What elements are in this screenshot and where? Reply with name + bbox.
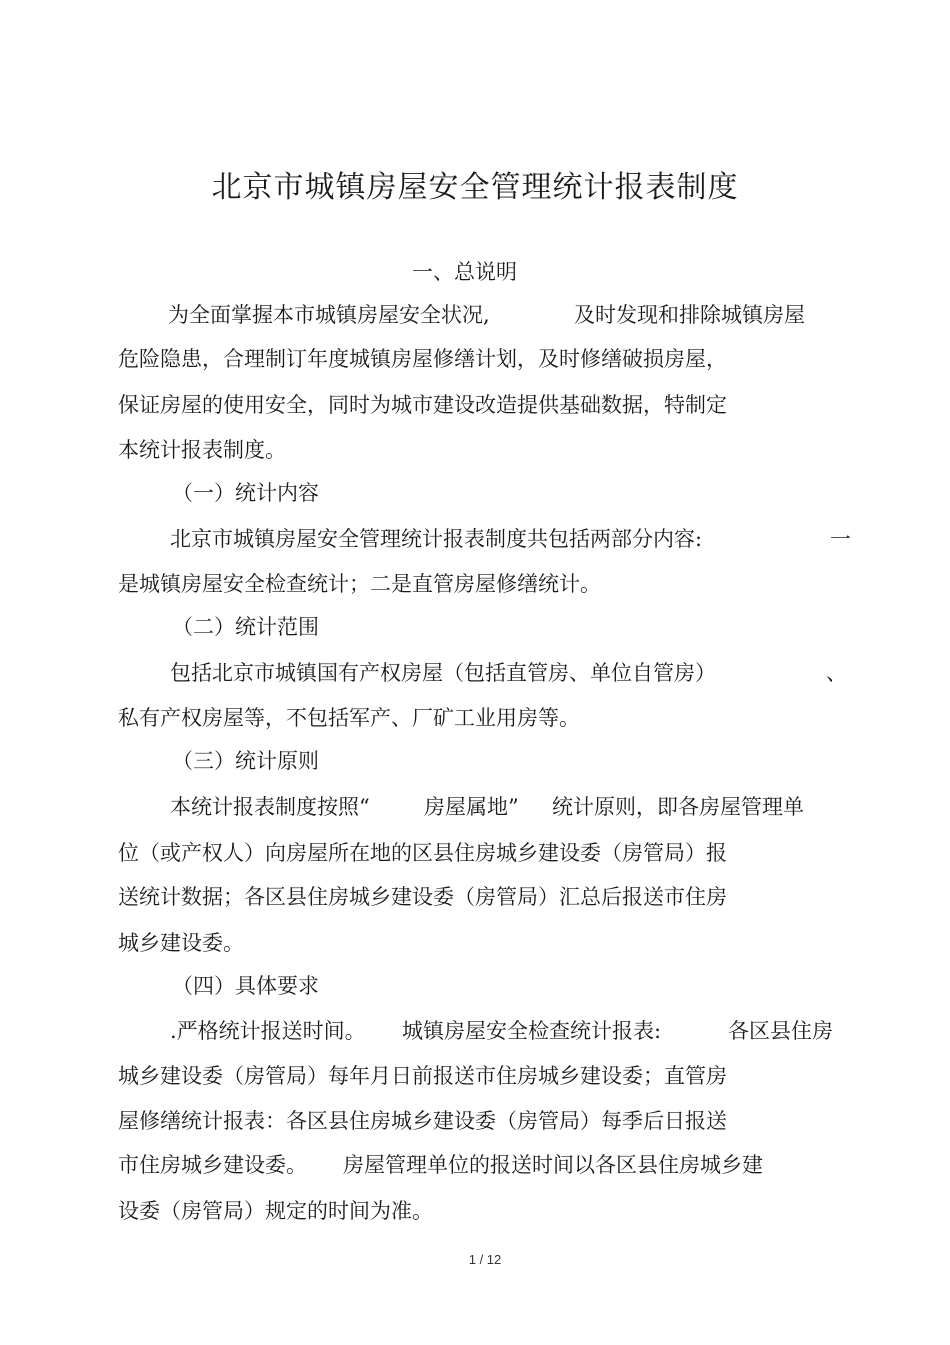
section-heading: 一、总说明 bbox=[412, 260, 517, 284]
paragraph-line: 是城镇房屋安全检查统计；二是直管房屋修缮统计。 bbox=[118, 572, 601, 596]
paragraph-line: 北京市城镇房屋安全管理统计报表制度共包括两部分内容: bbox=[170, 527, 703, 551]
subsection-heading: （三）统计原则 bbox=[172, 749, 319, 773]
paragraph-line: 包括北京市城镇国有产权房屋（包括直管房、单位自管房） bbox=[170, 661, 716, 685]
paragraph-line: 送统计数据；各区县住房城乡建设委（房管局）汇总后报送市住房 bbox=[118, 885, 727, 909]
paragraph-line: 房屋属地” bbox=[424, 795, 519, 819]
subsection-heading: （二）统计范围 bbox=[172, 615, 319, 639]
paragraph-line: 城乡建设委。 bbox=[118, 931, 244, 955]
paragraph-line: 保证房屋的使用安全，同时为城市建设改造提供基础数据，特制定 bbox=[118, 393, 727, 417]
paragraph-line: 危险隐患，合理制订年度城镇房屋修缮计划，及时修缮破损房屋， bbox=[118, 347, 727, 371]
paragraph-line: 城乡建设委（房管局）每年月日前报送市住房城乡建设委；直管房 bbox=[118, 1064, 727, 1088]
paragraph-line: 私有产权房屋等，不包括军产、厂矿工业用房等。 bbox=[118, 706, 580, 730]
paragraph-line: 、 bbox=[826, 661, 847, 685]
paragraph-line: 房屋管理单位的报送时间以各区县住房城乡建 bbox=[343, 1153, 763, 1177]
paragraph-line: 本统计报表制度。 bbox=[118, 438, 286, 462]
paragraph-line: 统计原则，即各房屋管理单 bbox=[552, 795, 804, 819]
paragraph-line: 设委（房管局）规定的时间为准。 bbox=[118, 1199, 433, 1223]
paragraph-line: 本统计报表制度按照“ bbox=[170, 795, 370, 819]
paragraph-line: 城镇房屋安全检查统计报表: bbox=[402, 1019, 662, 1043]
page-number: 1 / 12 bbox=[468, 1252, 502, 1267]
paragraph-line: 市住房城乡建设委。 bbox=[118, 1153, 307, 1177]
paragraph-line: 各区县住房 bbox=[728, 1019, 833, 1043]
paragraph-line: 及时发现和排除城镇房屋 bbox=[574, 303, 805, 327]
subsection-heading: （四）具体要求 bbox=[172, 974, 319, 998]
subsection-heading: （一）统计内容 bbox=[172, 481, 319, 505]
paragraph-line: 屋修缮统计报表：各区县住房城乡建设委（房管局）每季后日报送 bbox=[118, 1109, 727, 1133]
paragraph-line: 一 bbox=[830, 527, 851, 551]
paragraph-line: 位（或产权人）向房屋所在地的区县住房城乡建设委（房管局）报 bbox=[118, 841, 727, 865]
paragraph-line: .严格统计报送时间。 bbox=[170, 1019, 366, 1043]
document-title: 北京市城镇房屋安全管理统计报表制度 bbox=[211, 170, 739, 205]
paragraph-line: 为全面掌握本市城镇房屋安全状况, bbox=[168, 303, 490, 327]
